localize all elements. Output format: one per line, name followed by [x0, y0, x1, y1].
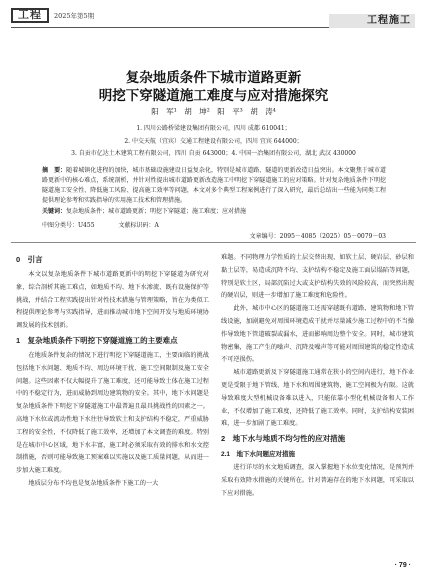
- header-divider: [11, 27, 331, 28]
- classification-line: 中图分类号：U455 文献标识码：A: [42, 222, 159, 229]
- keywords-text: 复杂地质条件；城市道路更新；明挖下穿隧道；施工难度；应对措施: [66, 208, 247, 215]
- author-list: 阳 军¹ 胡 坤² 阳 平³ 胡 涛⁴: [151, 107, 276, 116]
- affiliation-3: 3. 自贡市亿达土木建筑工程有限公司，四川 自贡 643000；4. 中国一冶集团有限公司，湖北 武汉 430000: [71, 150, 356, 157]
- issue-label: 2025年第5期: [54, 12, 95, 20]
- abstract-text: 随着城镇化进程的加快，城市基础设施建设日益复杂化，特别是城市道路、隧道的更新改造日益突出。本文聚焦于城市道路更新中的核心难点，系统剖析，并针对性提出城市道路更新改造施工中明挖下穿隧道施工的应对策略。针对复杂地质条件下明挖隧道施工安全性、降低施工风险、提高施工效率等问题，本文对多个典型工程案例进行了深入研究，最后总结出一些能为同类工程提供理论参考和实践指导的实用施工技术和管理措施。: [42, 167, 386, 204]
- body-paragraph: 此外，城市中心区的隧道施工还需穿越既有道路、建筑物和地下管线设施，加剧避免对周围环境造成干扰并尽量减少施工过程中的不当操作导致地下管道破裂或漏水，进而影响周边整个安全。同时，城市建筑物密集，施工产生的噪声、沉降及噪声等可能对周围建筑的稳定性造成不可逆损伤。: [221, 305, 414, 364]
- page-number: · 79 ·: [394, 562, 411, 569]
- body-paragraph: 地质层分布不均也是复杂地质条件下施工的一大: [28, 479, 159, 487]
- journal-logo: 工程: [11, 8, 49, 23]
- body-paragraph: 进行详尽的水文地质调查，深入掌握地下水位变化情况，是预判并采取有效降水措施的关键所在。针对普遍存在的地下水问题，可采取以下应对措施。: [221, 464, 414, 497]
- column-tag: 工程施工: [329, 14, 415, 28]
- section-heading: 2.1 地下水问题应对措施: [221, 451, 296, 459]
- keywords: [42, 207, 386, 217]
- section-heading: 1 复杂地质条件下明挖下穿隧道施工的主要难点: [16, 335, 178, 345]
- body-paragraph: 在地质条件复杂的情况下进行明挖下穿隧道施工，主要面临的挑战包括地下水问题、地质不均、周边环境干扰、施工空间限制及施工安全问题。这些因素不仅大幅提升了施工难度，还可能导致土体在施工过程中的不稳定行为，进而威胁到周边建筑物的安全。其中，地下水问题是复杂地质条件下明挖下穿隧道施工中最普遍且最具挑战性的因素之一。高地下水位或流动性地下水往往导致软土和支护结构不稳定，严重威胁工程的安全性，不仅降低了施工效率，还增加了本文调查的难度。特别是在城市中心区域，地下水丰富，施工时必须采取有效的排水和水文控制措施，否则可能导致施工预案难以实施以及施工质量问题，从而进一步加大施工难度。: [16, 351, 209, 475]
- right-column: [221, 252, 414, 501]
- section-heading: 0 引言: [16, 255, 43, 264]
- paper-title-line1: 复杂地质条件下城市道路更新: [125, 70, 302, 85]
- left-column: [16, 252, 209, 491]
- abstract-label: 摘 要：: [42, 167, 67, 174]
- paper-title-line2: 明挖下穿隧道施工难度与应对措施探究: [98, 88, 329, 103]
- body-paragraph: 本文以复杂地质条件下城市道路更新中的明挖下穿隧道为研究对象，综合剖析其施工难点，如地质不均、地下水渗流、既有设施保护等挑战，并结合工程实践提出针对性技术措施与管理策略，旨在为类似工程提供理论参考与实践指导，进而推动城市地下空间开发与地质环境协调发展的技术创新。: [16, 271, 209, 330]
- affiliation-2: 2. 中交天航（宜宾）交通工程建设有限公司，四川 宜宾 644000；: [124, 138, 303, 145]
- body-paragraph: 城市道路更新及下穿隧道施工通常在狭小的空间内进行，地下作业更是受限于地下管线、地下水和周围建筑物，施工空间极为有限。这就导致难度大型机械设备难以进入，只能依靠小型化机械设备和人工作业，不仅增加了施工难度，还降低了施工效率。同时，支护结构安装困难，进一步加剧了施工难度。: [221, 369, 414, 428]
- affiliation-1: 1. 四川公路桥梁建设集团有限公司，四川 成都 610041；: [136, 125, 291, 132]
- body-paragraph: 难题。不同物理力学性质的土层交替出现，如软土层、硬岩层、砂层和黏土层等，易造成沉降不均、支护结构不稳定及施工面层塌陷等问题，特别是软土区，局部沉陷过大或支护结构失效的风险较高，而突然出现的硬岩层，则进一步增加了施工难度和危险性。: [221, 254, 414, 300]
- abstract: [42, 166, 386, 206]
- page-header: [0, 0, 427, 30]
- section-heading: 2 地下水与地质不均匀性的应对措施: [221, 434, 346, 444]
- keywords-label: 关键词：: [42, 208, 67, 215]
- section-divider: [11, 242, 416, 243]
- article-number: 文章编号：2095－4085（2025）05－0079－03: [249, 233, 386, 240]
